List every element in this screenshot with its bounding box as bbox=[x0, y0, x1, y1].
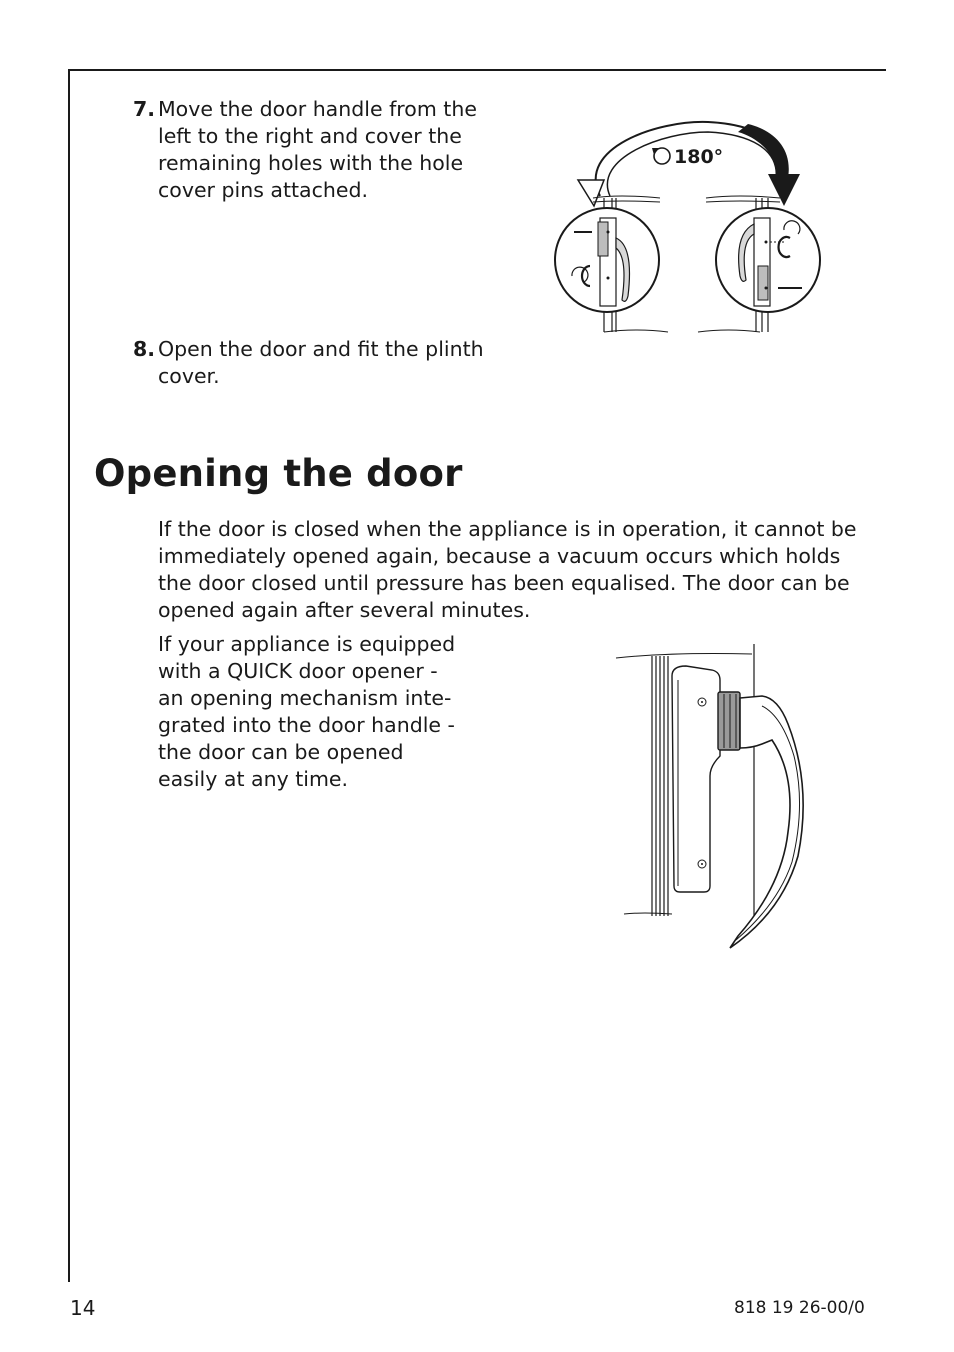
handle-base-plate bbox=[672, 666, 720, 892]
document-code: 818 19 26-00/0 bbox=[734, 1298, 865, 1318]
quick-opener-button bbox=[718, 692, 740, 750]
step-8-text: Open the door and fit the plinth cover. bbox=[158, 337, 484, 388]
page-number: 14 bbox=[70, 1296, 96, 1320]
paragraph-quick-opener: If your appliance is equipped with a QUICK door opener - an opening mechanism inte-grated into the door handle - the door can be opened easily at any time. bbox=[158, 632, 456, 791]
step-7-number: 7. bbox=[133, 97, 156, 121]
rotation-label: 180° bbox=[674, 146, 724, 168]
left-margin-rule bbox=[68, 70, 70, 1282]
top-rule bbox=[68, 69, 886, 71]
door-handle bbox=[730, 696, 803, 948]
quick-door-opener-illustration bbox=[612, 636, 812, 952]
arrow-left-head bbox=[578, 180, 604, 206]
step-8-number: 8. bbox=[133, 337, 156, 361]
step-7-text: Move the door handle from the left to the right and cover the remaining holes with the hole cover pins attached. bbox=[158, 97, 477, 202]
section-heading: Opening the door bbox=[94, 452, 463, 495]
handle-reversal-illustration bbox=[548, 118, 828, 340]
paragraph-vacuum: If the door is closed when the appliance is in operation, it cannot be immediately opened again, because a vacuum occurs which holds the door closed until pressure has been equalised. The door can be opened again after several minutes. bbox=[158, 517, 857, 622]
